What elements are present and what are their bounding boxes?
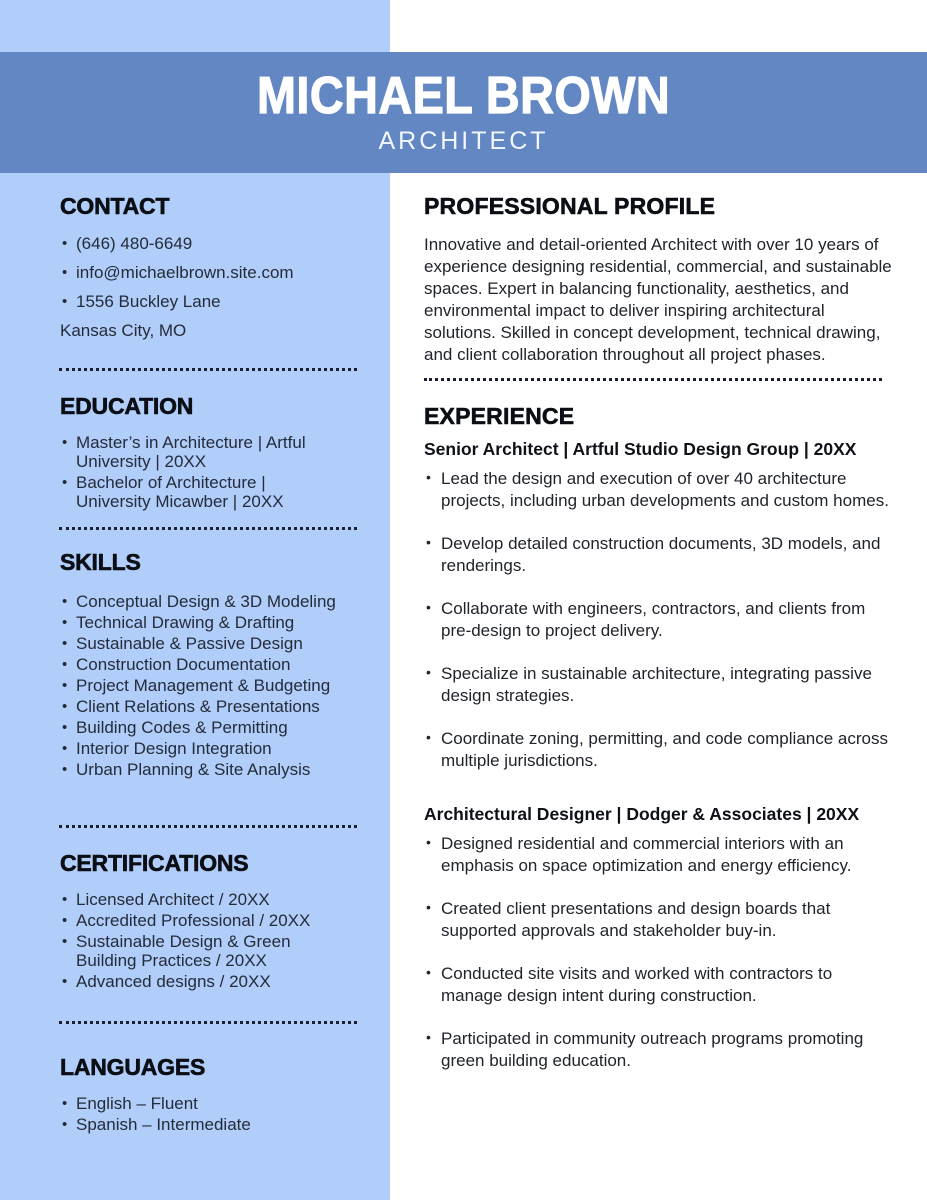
- skills-heading: SKILLS: [60, 549, 141, 575]
- header-band: [0, 52, 927, 173]
- separator-after-certifications: [59, 1021, 357, 1024]
- person-role: ARCHITECT: [378, 126, 549, 155]
- skill-item: • Client Relations & Presentations: [60, 697, 344, 716]
- contact-address: • 1556 Buckley Lane: [60, 291, 344, 313]
- languages-list: [60, 1094, 344, 1134]
- education-heading: EDUCATION: [60, 393, 194, 419]
- job-bullet-list: [424, 468, 898, 771]
- certification-item: • Sustainable Design & Green Building Practices / 20XX: [60, 932, 344, 970]
- education-item: • Master’s in Architecture | Artful University | 20XX: [60, 433, 344, 471]
- skill-item: • Building Codes & Permitting: [60, 718, 344, 737]
- job-bullet: • Participated in community outreach programs promoting green building education.: [424, 1028, 898, 1071]
- separator-after-contact: [59, 368, 357, 371]
- job-bullet: • Collaborate with engineers, contractors, and clients from pre-design to project delivery.: [424, 598, 898, 641]
- certification-item: • Accredited Professional / 20XX: [60, 911, 344, 930]
- job-bullet: • Created client presentations and design boards that supported approvals and stakeholder buy-in.: [424, 898, 898, 941]
- job-title: Senior Architect | Artful Studio Design Group | 20XX: [424, 439, 857, 459]
- contact-city: Kansas City, MO: [60, 321, 187, 340]
- language-item: • Spanish – Intermediate: [60, 1115, 344, 1134]
- job-bullet: • Coordinate zoning, permitting, and code compliance across multiple jurisdictions.: [424, 728, 898, 771]
- job-bullet: • Develop detailed construction documents, 3D models, and renderings.: [424, 533, 898, 576]
- separator-after-profile: [424, 378, 882, 381]
- skills-list: [60, 592, 344, 779]
- skill-item: • Conceptual Design & 3D Modeling: [60, 592, 344, 611]
- sidebar: [0, 173, 390, 1200]
- person-name: MICHAEL BROWN: [256, 67, 671, 126]
- language-item: • English – Fluent: [60, 1094, 344, 1113]
- contact-list: [60, 233, 344, 313]
- skill-item: • Interior Design Integration: [60, 739, 344, 758]
- certification-item: • Advanced designs / 20XX: [60, 972, 344, 991]
- corner-accent-block: [0, 0, 390, 52]
- skill-item: • Technical Drawing & Drafting: [60, 613, 344, 632]
- certifications-list: [60, 890, 344, 991]
- job-title: Architectural Designer | Dodger & Associates | 20XX: [424, 804, 860, 824]
- skill-item: • Construction Documentation: [60, 655, 344, 674]
- job-bullet: • Conducted site visits and worked with contractors to manage design intent during construction.: [424, 963, 898, 1006]
- contact-heading: CONTACT: [60, 193, 170, 219]
- job-entry: [424, 438, 902, 771]
- profile-heading: PROFESSIONAL PROFILE: [424, 193, 716, 219]
- separator-after-education: [59, 527, 357, 530]
- experience-heading: EXPERIENCE: [424, 403, 575, 429]
- job-bullet: • Lead the design and execution of over 40 architecture projects, including urban developments and custom homes.: [424, 468, 898, 511]
- education-list: [60, 433, 344, 511]
- contact-email: • info@michaelbrown.site.com: [60, 262, 344, 284]
- contact-phone: • (646) 480-6649: [60, 233, 344, 255]
- separator-after-skills: [59, 825, 357, 828]
- certifications-heading: CERTIFICATIONS: [60, 850, 249, 876]
- job-bullet-list: [424, 833, 898, 1071]
- skill-item: • Urban Planning & Site Analysis: [60, 760, 344, 779]
- job-entry: [424, 803, 902, 1071]
- profile-text: Innovative and detail-oriented Architect with over 10 years of experience designing residential, commercial, and sustainable spaces. Expert in balancing functionality, aesthetics, and environmental impact to deliver inspiring architectural solutions. Skilled in concept development, technical drawing, and client collaboration throughout all project phases.: [424, 235, 892, 364]
- main-column: [424, 173, 902, 1200]
- languages-heading: LANGUAGES: [60, 1054, 206, 1080]
- certification-item: • Licensed Architect / 20XX: [60, 890, 344, 909]
- job-bullet: • Designed residential and commercial interiors with an emphasis on space optimization and energy efficiency.: [424, 833, 898, 876]
- education-item: • Bachelor of Architecture | University Micawber | 20XX: [60, 473, 344, 511]
- job-bullet: • Specialize in sustainable architecture, integrating passive design strategies.: [424, 663, 898, 706]
- skill-item: • Sustainable & Passive Design: [60, 634, 344, 653]
- skill-item: • Project Management & Budgeting: [60, 676, 344, 695]
